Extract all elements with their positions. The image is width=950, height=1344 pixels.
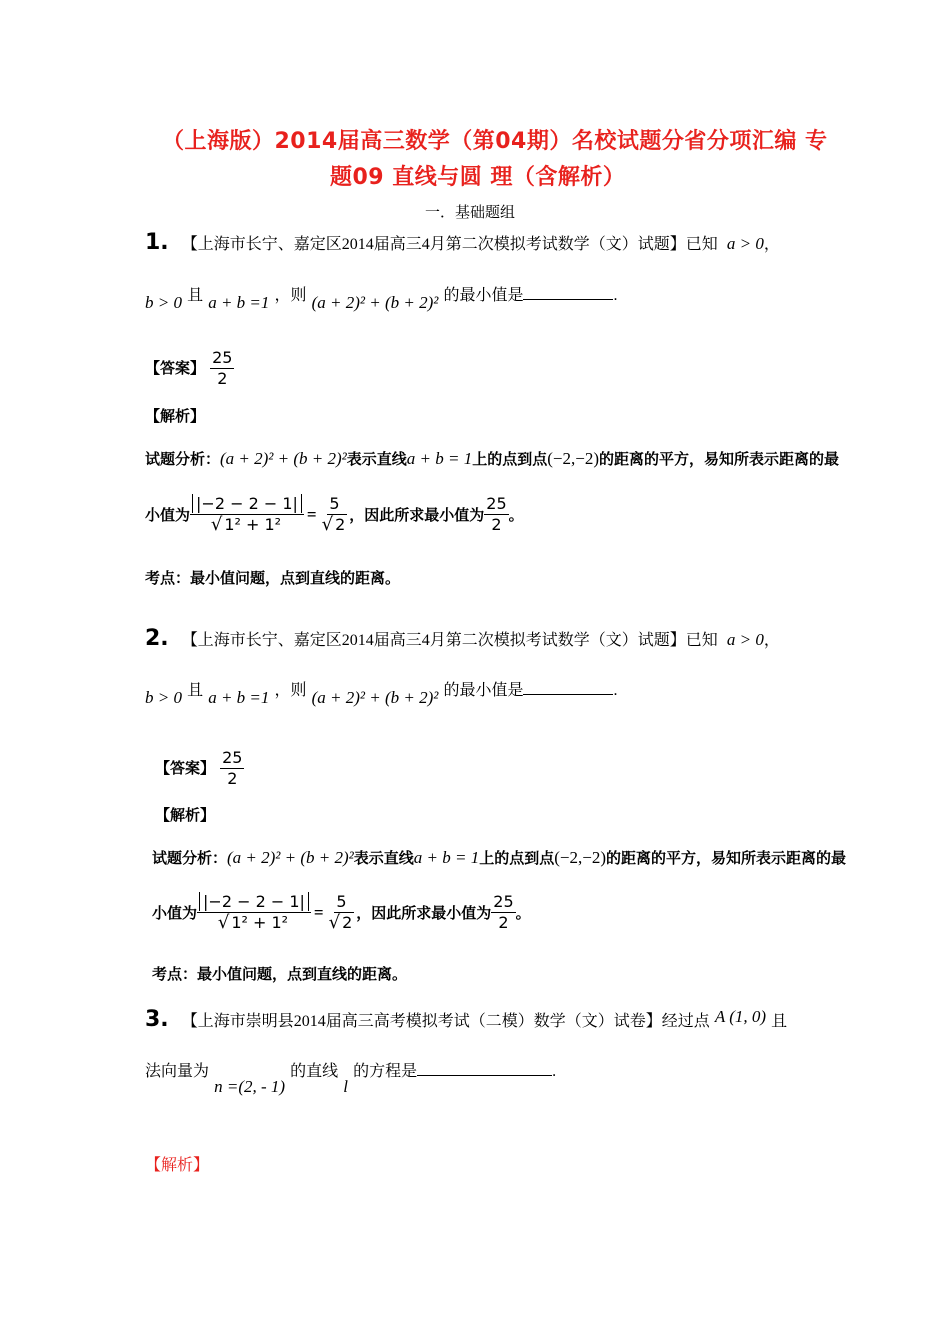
problem-3-normal-vector: n =(2, - 1) bbox=[214, 1077, 286, 1096]
problem-1-period: . bbox=[613, 287, 618, 304]
analysis-expr: (a + 2)² + (b + 2)² bbox=[220, 449, 347, 468]
problem-1-analysis-line1 bbox=[145, 448, 839, 469]
analysis-expr: (a + 2)² + (b + 2)² bbox=[227, 848, 354, 867]
problem-2-source: 【上海市长宁、嘉定区2014届高三4月第二次模拟考试数学（文）试题】已知 bbox=[181, 632, 718, 649]
distance-denominator: 1² + 1² bbox=[224, 515, 282, 534]
distance2-denominator: 2 bbox=[342, 913, 353, 932]
problem-2-analysis-label: 【解析】 bbox=[155, 806, 216, 824]
problem-1-then: ，则 bbox=[274, 287, 307, 304]
analysis-text-2: 上的点到点 bbox=[472, 450, 548, 468]
final-numerator: 25 bbox=[493, 892, 514, 911]
section-heading: 一．基础题组 bbox=[425, 203, 516, 221]
problem-2-cond-a: a > 0 bbox=[726, 630, 764, 649]
fraction-numerator: 25 bbox=[222, 748, 243, 767]
final-end: 。 bbox=[515, 904, 531, 922]
distance-numerator: |−2 − 2 − 1| bbox=[199, 892, 309, 911]
problem-1-line1 bbox=[145, 230, 780, 255]
problem-2-cond-b: b > 0 bbox=[145, 688, 182, 707]
distance2-numerator: 5 bbox=[336, 892, 347, 911]
problem-3-source: 【上海市崇明县2014届高三高考模拟考试（二模）数学（文）试卷】经过点 bbox=[181, 1013, 710, 1030]
distance-fraction: $\frac{|-2 - 2 - 1|}{\text{√ 1² + 1²}}$ bbox=[197, 892, 311, 933]
problem-1-comma: ， bbox=[763, 236, 780, 253]
problem-2-line2 bbox=[145, 682, 618, 708]
problem-2-then: ，则 bbox=[274, 682, 307, 699]
fraction-denominator: 2 bbox=[217, 369, 228, 388]
problem-3-line-word: 的直线 bbox=[290, 1063, 339, 1080]
final-numerator: 25 bbox=[486, 494, 507, 513]
problem-1-answer-label: 【答案】 bbox=[145, 359, 206, 377]
problem-2-answer bbox=[155, 748, 244, 789]
min-label: 小值为 bbox=[145, 506, 191, 524]
problem-1-source: 【上海市长宁、嘉定区2014届高三4月第二次模拟考试数学（文）试题】已知 bbox=[181, 236, 718, 253]
problem-2-answer-fraction bbox=[220, 748, 244, 789]
distance2-fraction: $\frac{5}{√ 2}$ bbox=[328, 892, 353, 933]
problem-2-number: 2. bbox=[145, 626, 169, 651]
equals-sign: = bbox=[306, 504, 317, 524]
problem-3-analysis-label: 【解析】 bbox=[145, 1157, 210, 1174]
analysis-line-eq: a + b = 1 bbox=[413, 848, 480, 867]
problem-1-answer bbox=[145, 348, 234, 389]
analysis-text-2: 上的点到点 bbox=[479, 849, 555, 867]
problem-3-and: 且 bbox=[771, 1013, 788, 1030]
problem-2-kaodian: 考点：最小值问题，点到直线的距离。 bbox=[152, 965, 408, 983]
distance-denominator: 1² + 1² bbox=[231, 913, 289, 932]
final-end: 。 bbox=[508, 506, 524, 524]
problem-3-answer-blank[interactable] bbox=[417, 1061, 552, 1076]
fraction-denominator: 2 bbox=[227, 769, 238, 788]
distance2-denominator: 2 bbox=[335, 515, 346, 534]
analysis-intro: 试题分析： bbox=[145, 450, 221, 468]
final-denominator: 2 bbox=[498, 913, 509, 932]
problem-2-analysis-line1 bbox=[152, 847, 846, 868]
problem-1-expr: (a + 2)² + (b + 2)² bbox=[311, 293, 439, 312]
problem-3-line-name: l bbox=[343, 1077, 349, 1096]
problem-3-point: A (1, 0) bbox=[714, 1007, 767, 1026]
problem-2-expr: (a + 2)² + (b + 2)² bbox=[311, 688, 439, 707]
problem-2-answer-blank[interactable] bbox=[523, 680, 613, 695]
problem-3-period: . bbox=[552, 1063, 557, 1080]
problem-3-eq-tail: 的方程是 bbox=[353, 1063, 418, 1080]
problem-1-cond-sum: a + b =1 bbox=[208, 293, 270, 312]
problem-3-number: 3. bbox=[145, 1007, 169, 1032]
therefore-text: ，因此所求最小值为 bbox=[356, 904, 492, 922]
problem-1-cond-b: b > 0 bbox=[145, 293, 182, 312]
problem-1-question: 的最小值是 bbox=[443, 287, 524, 304]
problem-2-line1 bbox=[145, 626, 780, 651]
distance-fraction: $\frac{|-2 - 2 - 1|}{\text{√ 1² + 1²}}$ bbox=[190, 494, 304, 535]
final-fraction bbox=[491, 892, 515, 933]
therefore-text: ，因此所求最小值为 bbox=[349, 506, 485, 524]
problem-2-analysis-line2 bbox=[152, 892, 531, 933]
problem-2-question: 的最小值是 bbox=[443, 682, 524, 699]
problem-2-comma: ， bbox=[763, 632, 780, 649]
problem-1-cond-a: a > 0 bbox=[726, 234, 764, 253]
analysis-line-eq: a + b = 1 bbox=[406, 449, 473, 468]
doc-title-line1: （上海版）2014届高三数学（第04期）名校试题分省分项汇编 专 bbox=[162, 129, 828, 154]
analysis-point: (−2,−2) bbox=[554, 848, 607, 867]
problem-1-analysis-line2 bbox=[145, 494, 524, 535]
problem-1-answer-fraction bbox=[210, 348, 234, 389]
problem-1-answer-blank[interactable] bbox=[523, 285, 613, 300]
distance-numerator: |−2 − 2 − 1| bbox=[192, 494, 302, 513]
final-fraction bbox=[484, 494, 508, 535]
analysis-text-3: 的距离的平方，易知所表示距离的最 bbox=[599, 450, 840, 468]
problem-3-line1 bbox=[145, 1007, 787, 1032]
problem-2-cond-sum: a + b =1 bbox=[208, 688, 270, 707]
problem-1-and: 且 bbox=[187, 287, 204, 304]
analysis-text-1: 表示直线 bbox=[353, 849, 414, 867]
analysis-text-3: 的距离的平方，易知所表示距离的最 bbox=[606, 849, 847, 867]
problem-1-number: 1. bbox=[145, 230, 169, 255]
problem-1-kaodian: 考点：最小值问题，点到直线的距离。 bbox=[145, 569, 401, 587]
distance2-fraction: $\frac{5}{√ 2}$ bbox=[321, 494, 346, 535]
analysis-intro: 试题分析： bbox=[152, 849, 228, 867]
problem-1-line2 bbox=[145, 287, 618, 313]
problem-1-analysis-label: 【解析】 bbox=[145, 407, 206, 425]
analysis-text-1: 表示直线 bbox=[346, 450, 407, 468]
problem-2-answer-label: 【答案】 bbox=[155, 759, 216, 777]
doc-title-line2: 题09 直线与圆 理（含解析） bbox=[330, 165, 626, 190]
problem-3-normal-label: 法向量为 bbox=[145, 1063, 210, 1080]
equals-sign: = bbox=[313, 902, 324, 922]
problem-2-period: . bbox=[613, 682, 618, 699]
problem-3-line2 bbox=[145, 1058, 557, 1096]
min-label: 小值为 bbox=[152, 904, 198, 922]
analysis-point: (−2,−2) bbox=[547, 449, 600, 468]
problem-2-and: 且 bbox=[187, 682, 204, 699]
distance2-numerator: 5 bbox=[329, 494, 340, 513]
fraction-numerator: 25 bbox=[212, 348, 233, 367]
final-denominator: 2 bbox=[491, 515, 502, 534]
